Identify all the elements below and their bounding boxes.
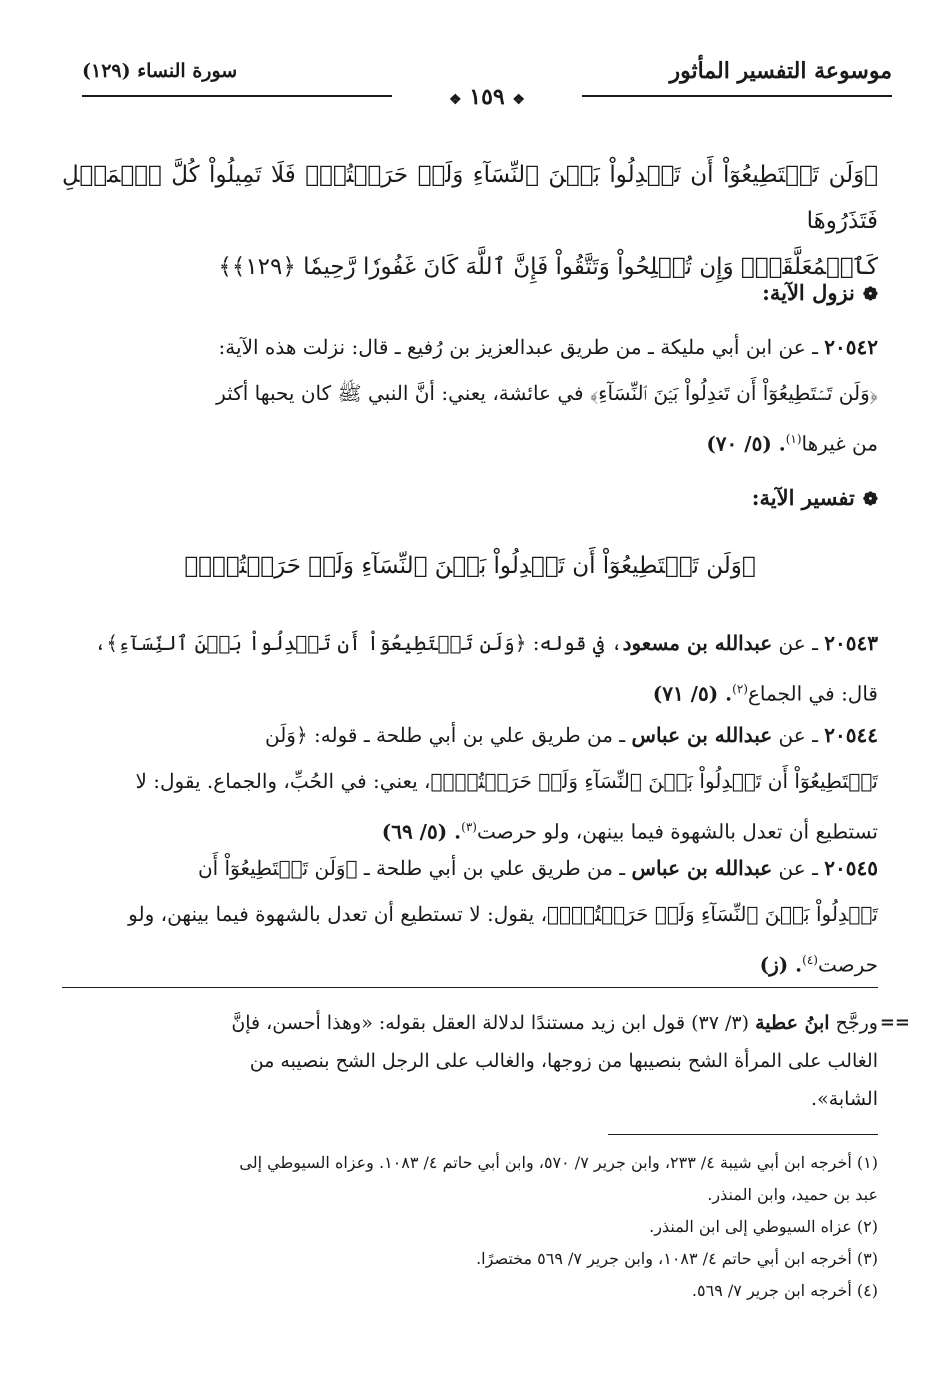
source-ref: . (ز) bbox=[759, 952, 803, 977]
narrator-name: عبدالله بن عباس bbox=[631, 723, 773, 747]
footnote-ref: (١) bbox=[785, 432, 802, 446]
tafsir-verse: ﴿وَلَن تَسۡتَطِيعُوٓاْ أَن تَعۡدِلُواْ بَيۡنَ ٱلنِّسَآءِ وَلَوۡ حَرَصۡتُمۡۖ﴾ bbox=[184, 553, 756, 579]
header-line-right bbox=[582, 95, 892, 97]
narration-line: ٢٠٥٤٤ ـ عن عبدالله بن عباس ـ من طريق علي بن أبي طلحة ـ قوله: ﴿وَلَن bbox=[264, 723, 878, 747]
narration-20545 bbox=[62, 845, 878, 988]
source-ref: . (٥/ ٧١) bbox=[652, 681, 733, 706]
section-title-nuzul: ❁نزول الآية: bbox=[762, 280, 878, 305]
continued-note bbox=[62, 1004, 878, 1118]
source-ref: . (٥/ ٦٩) bbox=[381, 819, 462, 844]
narration-20543 bbox=[62, 620, 878, 717]
footnote-line: (٤) أخرجه ابن جرير ٧/ ٥٦٩. bbox=[691, 1281, 878, 1300]
note-line: الغالب على المرأة الشح بنصيبها من زوجها، والغالب على الرجل الشح بنصيبه من bbox=[249, 1050, 878, 1072]
note-line: ورجَّح ابنُ عطية (٣/ ٣٧) قول ابن زيد مستندًا لدلالة العقل بقوله: «وهذا أحسن، فإنَّ bbox=[231, 1012, 878, 1034]
verse-line-2: كَٱلۡمُعَلَّقَةِۚ وَإِن تُصۡلِحُواْ وَتَتَّقُواْ فَإِنَّ ٱللَّهَ كَانَ غَفُورٗا رَّحِيمٗا ﴿١٢٩﴾﴾ bbox=[218, 254, 878, 280]
narration-line: تَسۡتَطِيعُوٓاْ أَن تَعۡدِلُواْ بَيۡنَ ٱلنِّسَآءِ وَلَوۡ حَرَصۡتُمۡۖ﴾، يعني: في الحُبِّ، والجماع. يقول: لا bbox=[135, 769, 878, 793]
footnote-ref: (٢) bbox=[732, 682, 748, 696]
footnote-ref: (٣) bbox=[461, 820, 477, 834]
narration-line: قال: في الجماع$^{(٢)}$. (٥/ ٧١) bbox=[652, 681, 878, 706]
footnote-rule bbox=[608, 1134, 878, 1135]
header-line-left bbox=[82, 95, 392, 97]
section-title-tafsir: ❁تفسير الآية: bbox=[751, 485, 878, 510]
narration-number: ٢٠٥٤٥ bbox=[824, 856, 878, 880]
footnotes bbox=[62, 1147, 878, 1307]
page-number: ١٥٩ bbox=[469, 84, 505, 110]
narrator-name: عبدالله بن مسعود bbox=[622, 631, 773, 655]
verse-line-1: ﴿وَلَن تَسۡتَطِيعُوٓاْ أَن تَعۡدِلُواْ بَيۡنَ ٱلنِّسَآءِ وَلَوۡ حَرَصۡتُمۡۖ فَلَا تَمِيلُواْ كُلَّ ٱلۡمَيۡلِ فَتَذَرُوهَا bbox=[62, 162, 878, 234]
book-title: موسوعة التفسير المأثور bbox=[669, 58, 892, 84]
narrator-name: عبدالله بن عباس bbox=[631, 856, 773, 880]
footnote-line: (١) أخرجه ابن أبي شيبة ٤/ ٢٣٣، وابن جرير ٧/ ٥٧٠، وابن أبي حاتم ٤/ ١٠٨٣. وعزاه السيوطي إلى bbox=[239, 1153, 878, 1172]
page-number-block bbox=[412, 84, 562, 110]
narration-line: ٢٠٥٤٥ ـ عن عبدالله بن عباس ـ من طريق علي بن أبي طلحة ـ ﴿وَلَن تَسۡتَطِيعُوٓاْ أَن bbox=[197, 856, 878, 880]
narration-line: ٢٠٥٤٣ ـ عن عبدالله بن مسعود، في قوله: ﴿وَلَن تَسۡتَطِيعُوٓاْ أَن تَعۡدِلُواْ بَيۡنَ ٱلنِّسَآءِ﴾، bbox=[94, 631, 878, 655]
narration-line: تستطيع أن تعدل بالشهوة فيما بينهن، ولو حرصت$^{(٣)}$. (٥/ ٦٩) bbox=[381, 819, 878, 844]
continuation-mark: == bbox=[879, 1012, 910, 1033]
footnote-line: (٢) عزاه السيوطي إلى ابن المنذر. bbox=[649, 1217, 878, 1236]
narration-line: ﴿وَلَن تَسۡتَطِيعُوٓاْ أَن تَعۡدِلُواْ بَيۡنَ ٱلنِّسَآءِ﴾ في عائشة، يعني: أنَّ النبي ﷺ كان يحبها أكثر bbox=[216, 381, 878, 405]
narration-number: ٢٠٥٤٣ bbox=[824, 631, 878, 655]
narration-number: ٢٠٥٤٢ bbox=[824, 335, 878, 359]
narration-line: تَعۡدِلُواْ بَيۡنَ ٱلنِّسَآءِ وَلَوۡ حَرَصۡتُمۡۖ﴾، يقول: لا تستطيع أن تعدل بالشهوة فيما بينهن، ولو bbox=[128, 902, 878, 926]
narration-line: حرصت$^{(٤)}$. (ز) bbox=[759, 952, 878, 977]
narration-20542 bbox=[62, 324, 878, 467]
note-line: الشابة». bbox=[811, 1088, 878, 1110]
scholar-name: ابنُ عطية bbox=[755, 1012, 830, 1034]
separator-rule bbox=[62, 987, 878, 988]
flower-ornament-icon: ❁ bbox=[862, 489, 878, 510]
narration-20544 bbox=[62, 712, 878, 855]
narration-line: ٢٠٥٤٢ ـ عن ابن أبي مليكة ـ من طريق عبدالعزيز بن رُفيع ـ قال: نزلت هذه الآية: bbox=[218, 335, 878, 359]
surah-label: سورة النساء (١٢٩) bbox=[82, 60, 238, 82]
footnote-line: عبد بن حميد، وابن المنذر. bbox=[707, 1185, 878, 1204]
ornament-icon: ❖ bbox=[512, 92, 525, 108]
footnote-line: (٣) أخرجه ابن أبي حاتم ٤/ ١٠٨٣، وابن جرير ٧/ ٥٦٩ مختصرًا. bbox=[476, 1249, 878, 1268]
narration-number: ٢٠٥٤٤ bbox=[824, 723, 878, 747]
ornament-icon: ❖ bbox=[449, 92, 462, 108]
footnote-ref: (٤) bbox=[802, 953, 818, 967]
header-rule bbox=[82, 84, 892, 110]
flower-ornament-icon: ❁ bbox=[862, 284, 878, 305]
source-ref: . (٥/ ٧٠) bbox=[706, 431, 786, 456]
main-verse bbox=[62, 152, 878, 290]
narration-line: من غيرها$^{(١)}$. (٥/ ٧٠) bbox=[706, 431, 878, 456]
